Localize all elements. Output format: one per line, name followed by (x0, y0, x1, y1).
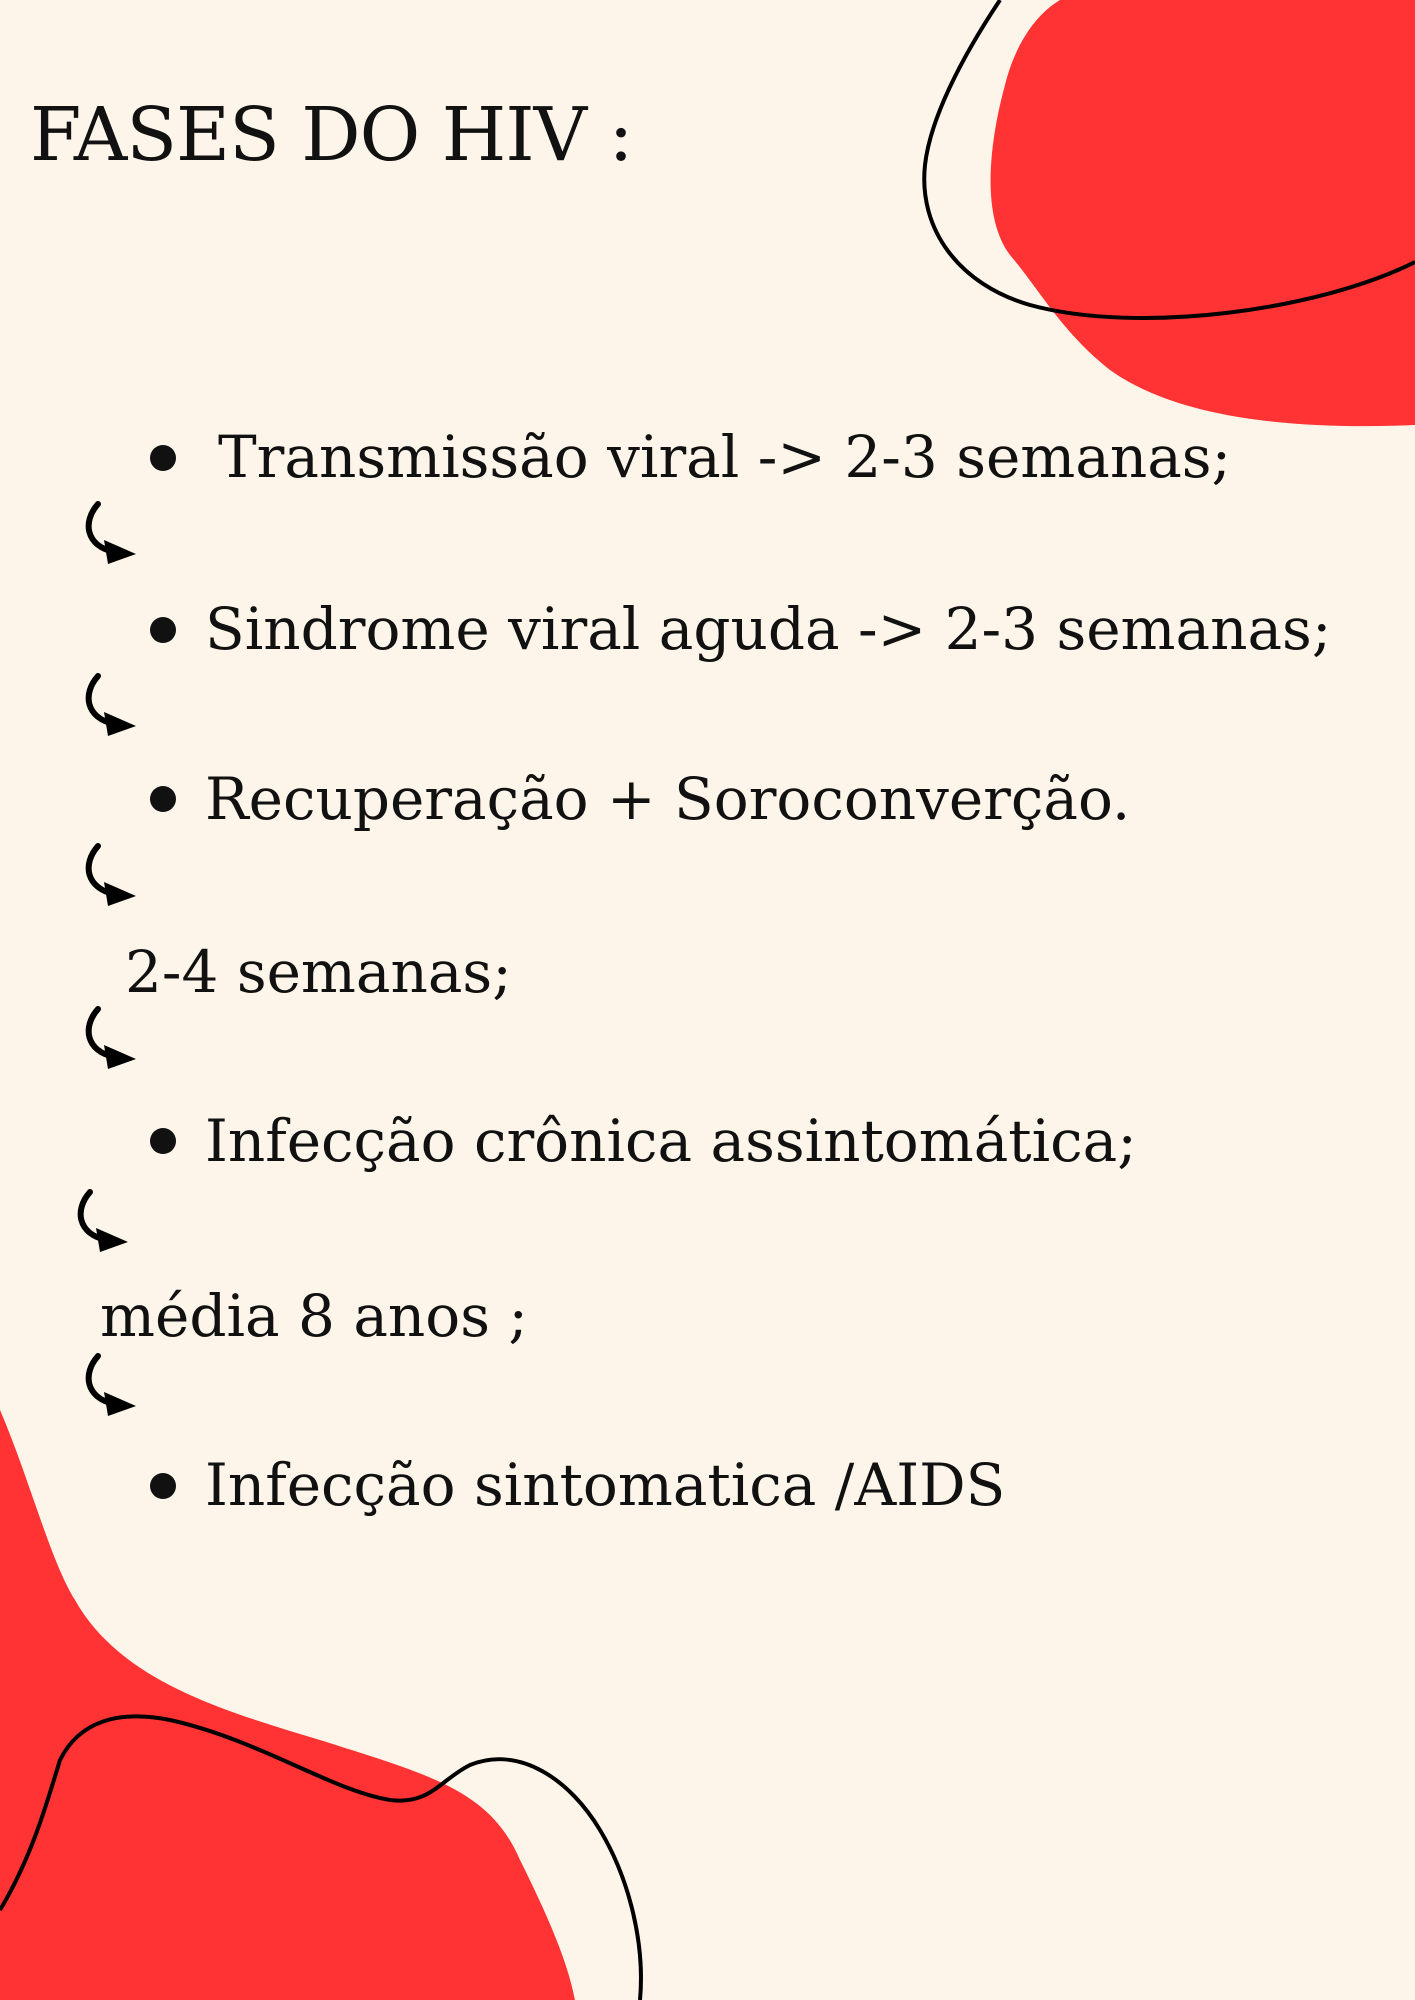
curved-arrow-down-right-icon (72, 1188, 132, 1258)
duration-note: média 8 anos ; (100, 1282, 528, 1350)
duration-note: 2-4 semanas; (125, 938, 512, 1006)
phase-item-acute-syndrome: Sindrome viral aguda -> 2-3 semanas; (205, 595, 1332, 663)
bullet-dot (150, 1473, 176, 1499)
page-title: FASES DO HIV : (30, 92, 633, 178)
bullet-dot (150, 786, 176, 812)
phase-item-recovery: Recuperação + Soroconverção. (205, 765, 1131, 833)
curved-arrow-down-right-icon (80, 500, 140, 570)
bullet-dot (150, 1128, 176, 1154)
curved-arrow-down-right-icon (80, 1005, 140, 1075)
phase-item-aids: Infecção sintomatica /AIDS (205, 1451, 1006, 1519)
curved-arrow-down-right-icon (80, 1352, 140, 1422)
phase-item-chronic-infection: Infecção crônica assintomática; (205, 1107, 1137, 1175)
bullet-dot (150, 445, 176, 471)
top-right-red-blob (991, 0, 1415, 426)
bullet-dot (150, 617, 176, 643)
curved-arrow-down-right-icon (80, 672, 140, 742)
phase-item-transmission: Transmissão viral -> 2-3 semanas; (218, 423, 1232, 491)
curved-arrow-down-right-icon (80, 842, 140, 912)
